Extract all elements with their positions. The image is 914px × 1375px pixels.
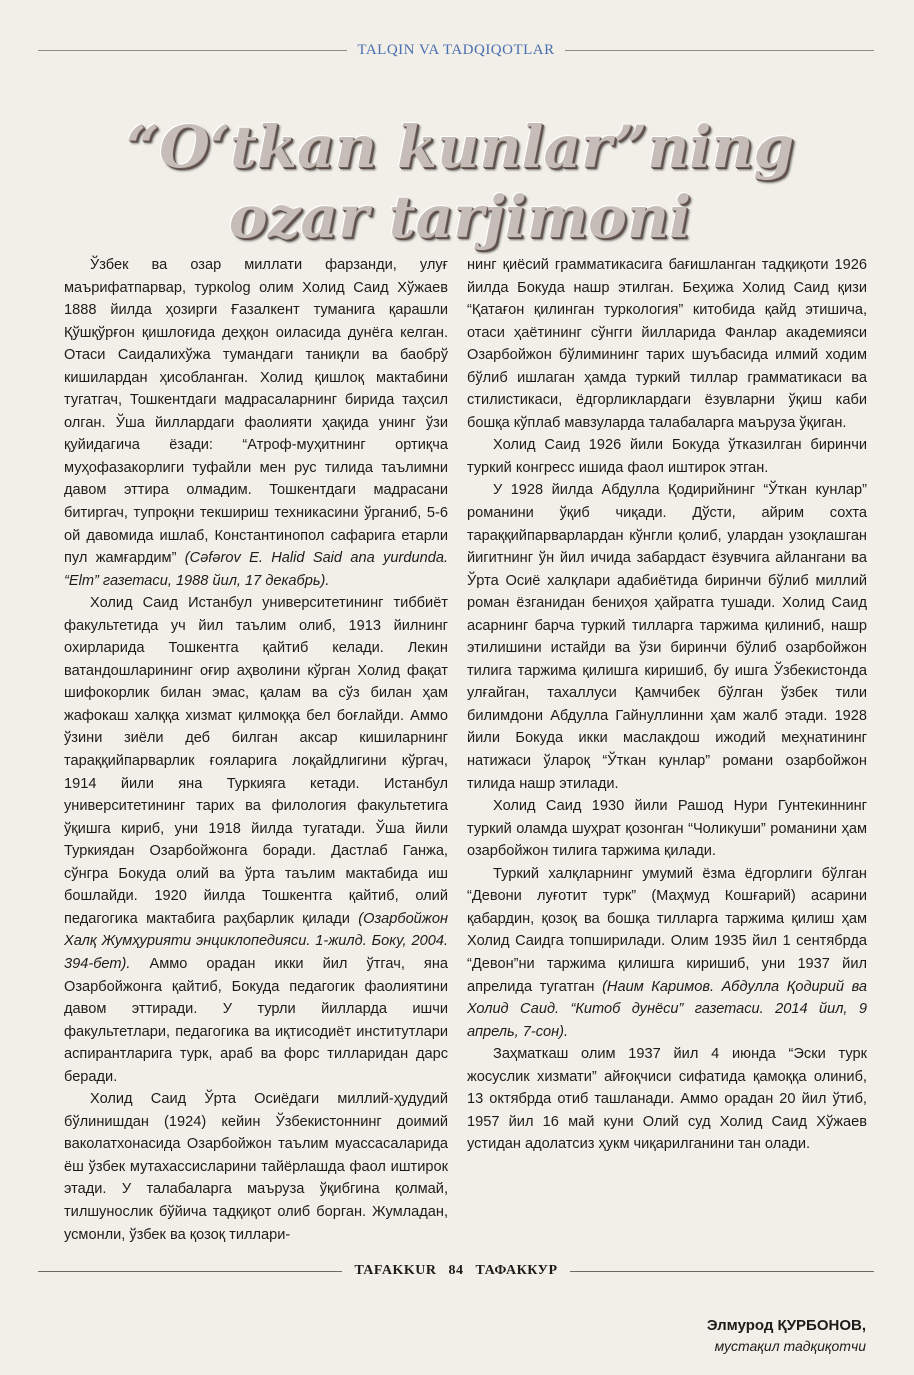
- paragraph-text: Холид Саид Ўрта Осиёдаги миллий-ҳудудий бўлинишдан (1924) кейин Ўзбекистоннинг доимий ваколатхонасида Озарбойжон таълим муассасаларида ёш ўзбек мутахассисларини тайёрлашда фаол иштирок этади. У талабаларга маъруза ўқибгина қолмай, тилшунослик бўйича тадқиқот олиб борган. Жумладан, усмонли, ўзбек ва қозоқ тиллари-: [64, 1091, 448, 1243]
- paragraph: [64, 592, 448, 1088]
- header-rule-right: [565, 50, 874, 51]
- article-title: [60, 112, 860, 252]
- paragraph-text: Ўзбек ва озар миллати фарзанди, улуғ маърифатпарвар, туркolog олим Холид Саид Хўжаев 1888 йилда ҳозирги Ғазалкент туманига қарашли Қўшқўрғон қишлоғида деҳқон оиласида дунёга келган. Отаси Саидалихўжа тумандаги таниқли ва баобрў кишилардан ҳисобланган. Холид қишлоқ мактабини тугатгач, Тошкентдаги мадрасаларнинг бирида таҳсил олган. Ўша йиллардаги фаолияти ҳақида унинг ўзи қуйидагича ёзади: “Атроф-муҳитнинг ортиқча муҳофазакорлиги туфайли мен рус тилида таълимни давом эттира олмадим. Тошкентдаги мадрасани битиргач, тупроқни текшириш техникасини ўрганиб, 5-6 ой давомида ишлаб, Константинопол сафарига етарли пул жамғардим”: [64, 257, 448, 567]
- paragraph-text: У 1928 йилда Абдулла Қодирийнинг “Ўткан кунлар” романини ўқиб чиқади. Дўсти, айрим сохта тараққийпарварлардан кўнгли қолиб, улардан узоқлашган йигитнинг ўн йил ичида забардаст ёзувчига айлангани ва Ўрта Осиё халқлари адабиётида биринчи бўлиб миллий роман ёзганидан бениҳоя ҳайратга тушади. Холид Саид асарнинг барча туркий тилларга таржима қилиниб, нашр этилишини истайди ва ўзи биринчи бўлиб озарбойжон тилига таржима қилишга киришиб, бу ишга Ўзбекистонда улғайган, тахаллуси Қамчибек бўлган ўзбек тили билимдони Абдулла Гайнуллинни ҳам жалб этади. 1928 йили Бокуда икки маслакдош ижодий меҳнатининг натижаси ўлароқ “Ўткан кунлар” романи озарбойжон тилида нашр этилади.: [467, 482, 867, 792]
- paragraph: [467, 1043, 867, 1156]
- citation: (Наим Каримов. Абдулла Қодирий ва Холид Саид. “Китоб дунёси” газетаси. 2014 йил, 9 апрель, 7-сон).: [467, 978, 867, 1040]
- paragraph: [467, 795, 867, 863]
- author-name: Элмурод ҚУРБОНОВ,: [706, 1317, 866, 1334]
- paragraph: [467, 479, 867, 795]
- footer-rule-right: [570, 1271, 874, 1272]
- paragraph: [467, 254, 867, 434]
- paragraph: [64, 254, 448, 592]
- footer-magazine-name-latin: TAFAKKUR: [354, 1263, 437, 1278]
- citation: (Озарбойжон Халқ Жумҳурияти энциклопедияси. 1-жилд. Боку, 2004. 394-бет).: [64, 910, 448, 972]
- paragraph-text: Аммо орадан икки йил ўтгач, яна Озарбойжонга қайтиб, Бокуда педагогик фаолиятини давом эттиради. У турли йилларда ишчи факультетлари, педагогика ва иқтисодиёт институтлари аспирантларига турк, араб ва форс тилларидан дарс беради.: [64, 955, 448, 1085]
- citation: (Cəfərov E. Halid Said ana yurdunda. “Elm” газетаси, 1988 йил, 17 декабрь).: [64, 550, 448, 589]
- article-title-line-1: “O‘tkan kunlar”ning: [125, 113, 795, 181]
- author-role: мустақил тадқиқотчи: [714, 1338, 866, 1354]
- right-column: [467, 254, 867, 1156]
- paragraph-text: Холид Саид 1930 йили Рашод Нури Гунтекиннинг туркий оламда шуҳрат қозонган “Чоликуши” романини ҳам озарбойжон тилига таржима қилади.: [467, 798, 867, 860]
- paragraph-text: Холид Саид 1926 йили Бокуда ўтказилган биринчи туркий конгресс ишида фаол иштирок этган.: [467, 437, 867, 476]
- page-footer: [38, 1263, 874, 1279]
- paragraph: [467, 863, 867, 1043]
- left-column: [64, 254, 448, 1246]
- footer-rule-left: [38, 1271, 342, 1272]
- page-number: 84: [448, 1263, 464, 1278]
- paragraph-text: нинг қиёсий грамматикасига бағишланган тадқиқоти 1926 йилда Бокуда нашр этилган. Беҳижа Холид Саид қизи “Қатағон қилинган туркология” китобида қайд этишича, отаси ҳаётининг сўнгги йилларида Фанлар академияси Озарбойжон бўлимининг тарих шуъбасида илмий ходим бўлиб ишлаган ҳамда туркий тиллар грамматикаси ва стилистикаси, ёдгорликлардаги ёзувларни ўқиш каби бошқа кўплаб мавзуларда талабаларга маъруза ўқиган.: [467, 257, 867, 431]
- header-rule-left: [38, 50, 347, 51]
- paragraph-text: Холид Саид Истанбул университетининг тиббиёт факультетида уч йил таълим олиб, 1913 йилнинг охирларида Тошкентга қайтиб келади. Лекин ватандошларининг оғир аҳволини кўрган Холид фақат шифокорлик билан эмас, қалам ва сўз билан ҳам жафокаш халққа хизмат қилмоққа бел боғлайди. Аммо ўзини зиёли деб билган аксар кишиларнинг тараққийпарварлик ғояларига лоқайдлигини кўргач, 1914 йили яна Туркияга кетади. Истанбул университетининг тарих ва филология факультетига ўқишга кириб, уни 1918 йилда тугатади. Ўша йили Туркиядан Озарбойжонга боради. Дастлаб Ганжа, сўнгра Бокуда олий ва ўрта таълим мактабида иш бошлайди. 1920 йилда Тошкентга қайтиб, олий педагогика мактабига раҳбарлик қилади: [64, 595, 448, 927]
- running-head: [38, 42, 874, 59]
- paragraph: [64, 1088, 448, 1246]
- paragraph-text: Заҳматкаш олим 1937 йил 4 июнда “Эски турк жосуслик хизмати” айғоқчиси сифатида қамоққа олиниб, 13 октябрда отиб ташланади. Аммо орадан 20 йил ўтиб, 1957 йил 16 май куни Олий суд Холид Саид Хўжаев устидан адолатсиз ҳукм чиқарилганини тан олади.: [467, 1046, 867, 1153]
- footer-magazine-name-cyrillic: ТАФАККУР: [475, 1263, 558, 1278]
- paragraph: [467, 434, 867, 479]
- section-title: TALQIN VA TADQIQOTLAR: [357, 42, 555, 58]
- author-signature: [707, 1316, 866, 1356]
- article-title-line-2: ozar tarjimoni: [228, 183, 692, 251]
- paragraph-text: Туркий халқларнинг умумий ёзма ёдгорлиги бўлган “Девони луғотит турк” (Маҳмуд Кошғарий) асарини қабардин, қозоқ ва бошқа тилларга таржима қилиш ҳам Холид Саидга топширилади. Олим 1935 йил 1 сентябрда “Девон”ни таржима қилишга киришиб, уни 1937 йил апрелида тугатган: [467, 865, 867, 995]
